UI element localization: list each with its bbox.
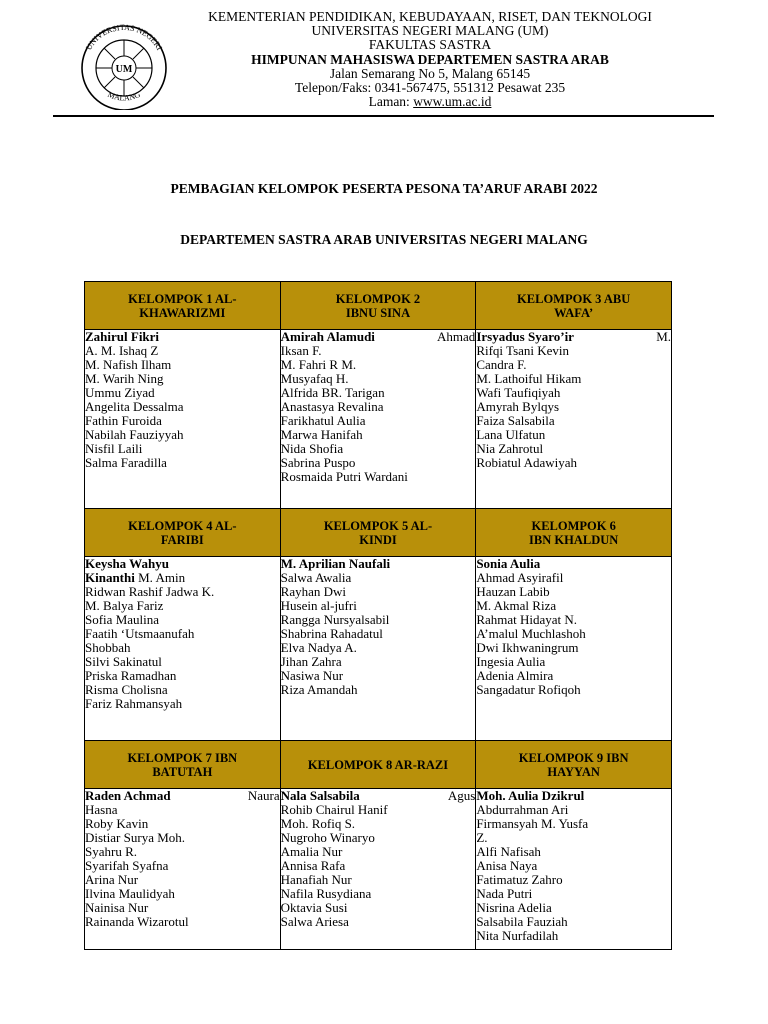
- leader-name-continued: M.: [656, 329, 671, 344]
- group-heading-line: KELOMPOK 3 ABU: [517, 291, 631, 306]
- leader-name: Keysha Wahyu: [85, 556, 169, 571]
- group-heading-line: KELOMPOK 1 AL-: [128, 291, 237, 306]
- group-heading-line: KELOMPOK 5 AL-: [323, 518, 433, 533]
- document-subtitle: DEPARTEMEN SASTRA ARAB UNIVERSITAS NEGERI MALANG: [180, 232, 588, 247]
- group-members: [85, 330, 281, 509]
- member-name: Distiar Surya Moh.: [85, 830, 186, 845]
- member-name: Candra F.: [476, 357, 527, 372]
- member-name: Nita Nurfadilah: [476, 928, 559, 943]
- member-name: Sofia Maulina: [85, 612, 160, 627]
- group-heading-line: FARIBI: [160, 532, 204, 547]
- member-name: Abdurrahman Ari: [476, 802, 569, 817]
- group-members: [85, 557, 281, 741]
- group-leader: [281, 330, 476, 344]
- member-name: Amalia Nur: [280, 844, 343, 859]
- group-heading: [280, 741, 476, 789]
- member-name: Alfrida BR. Tarigan: [280, 385, 385, 400]
- group-heading-row: [85, 282, 672, 330]
- member-name: Dwi Ikhwaningrum: [476, 640, 579, 655]
- group-leader: [281, 557, 476, 571]
- member-name: Faatih ‘Utsmaanufah: [85, 626, 195, 641]
- letterhead-association: HIMPUNAN MAHASISWA DEPARTEMEN SASTRA ARAB: [251, 51, 609, 67]
- member-name: Jihan Zahra: [280, 654, 342, 669]
- member-name: Fariz Rahmansyah: [85, 696, 183, 711]
- group-heading: [280, 282, 476, 330]
- leader-name-continued: Agus: [447, 788, 476, 803]
- member-name: Fatimatuz Zahro: [476, 872, 563, 887]
- member-name: Alfi Nafisah: [476, 844, 541, 859]
- member-name: Nabilah Fauziyyah: [85, 427, 184, 442]
- member-name: Riza Amandah: [280, 682, 358, 697]
- member-name: A’malul Muchlashoh: [476, 626, 586, 641]
- group-members-row: [85, 330, 672, 509]
- member-name: Nada Putri: [476, 886, 533, 901]
- member-name: Marwa Hanifah: [280, 427, 363, 442]
- letterhead-phone: Telepon/Faks: 0341-567475, 551312 Pesawat 235: [294, 80, 566, 96]
- leader-name: Zahirul Fikri: [85, 329, 160, 344]
- group-heading-line: IBN KHALDUN: [529, 532, 619, 547]
- group-members-row: [85, 557, 672, 741]
- member-name: Sabrina Puspo: [280, 455, 356, 470]
- member-name: Ummu Ziyad: [85, 385, 155, 400]
- member-name: Fathin Furoida: [85, 413, 162, 428]
- group-leader: [476, 330, 671, 344]
- member-name: M. Nafish Ilham: [85, 357, 172, 372]
- member-name: Nida Shofia: [280, 441, 344, 456]
- group-heading-line: IBNU SINA: [345, 305, 411, 320]
- member-name: Nafila Rusydiana: [280, 886, 372, 901]
- member-name: Shobbah: [85, 640, 131, 655]
- member-name: Salwa Ariesa: [280, 914, 349, 929]
- member-name: Husein al-jufri: [280, 598, 357, 613]
- member-name: Amyrah Bylqys: [476, 399, 560, 414]
- letterhead-faculty: FAKULTAS SASTRA: [368, 37, 492, 53]
- member-name: Syarifah Syafna: [85, 858, 169, 873]
- leader-name: Moh. Aulia Dzikrul: [476, 788, 585, 803]
- member-name: Roby Kavin: [85, 816, 149, 831]
- leader-name: Sonia Aulia: [476, 556, 541, 571]
- member-name: Anastasya Revalina: [280, 399, 384, 414]
- group-heading-line: KELOMPOK 2: [335, 291, 421, 306]
- group-heading-line: WAFA’: [554, 305, 594, 320]
- member-name: Priska Ramadhan: [85, 668, 177, 683]
- member-name: Farikhatul Aulia: [280, 413, 366, 428]
- group-members-row: [85, 789, 672, 950]
- group-heading-line: KINDI: [359, 532, 397, 547]
- group-members: [85, 789, 281, 950]
- group-heading-line: KELOMPOK 7 IBN: [127, 750, 238, 765]
- leader-name-continued: Kinanthi: [85, 570, 135, 585]
- member-name: Moh. Rofiq S.: [280, 816, 356, 831]
- group-leader: [85, 330, 280, 344]
- university-logo: [70, 20, 178, 110]
- group-leader: [476, 789, 671, 803]
- group-members: [280, 330, 476, 509]
- member-name: Ridwan Rashif Jadwa K.: [85, 584, 215, 599]
- groups-table: [84, 281, 672, 950]
- group-heading-line: BATUTAH: [152, 764, 213, 779]
- member-name: Shabrina Rahadatul: [280, 626, 383, 641]
- leader-name: Raden Achmad: [85, 788, 171, 803]
- letterhead: [170, 10, 690, 109]
- group-members: [476, 789, 672, 950]
- member-name: Faiza Salsabila: [476, 413, 555, 428]
- member-name: Adenia Almira: [476, 668, 554, 683]
- member-name: Iksan F.: [280, 343, 322, 358]
- letterhead-address: Jalan Semarang No 5, Malang 65145: [329, 65, 531, 81]
- member-name: Arina Nur: [85, 872, 139, 887]
- member-name: Firmansyah M. Yusfa: [476, 816, 589, 831]
- leader-name-continued: Ahmad: [437, 329, 476, 344]
- member-name: Hasna: [85, 802, 118, 817]
- member-name: Sangadatur Rofiqoh: [476, 682, 581, 697]
- member-name-text: M. Amin: [138, 570, 186, 585]
- logo-text-bottom: MALANG: [106, 89, 142, 103]
- member-name: Ahmad Asyirafil: [476, 570, 564, 585]
- logo-mark: UM: [115, 64, 133, 75]
- member-name: Lana Ulfatun: [476, 427, 546, 442]
- member-name: Nasiwa Nur: [280, 668, 344, 683]
- group-heading-row: [85, 509, 672, 557]
- member-name: Rohib Chairul Hanif: [280, 802, 388, 817]
- member-name: M. Akmal Riza: [476, 598, 557, 613]
- web-label: Laman:: [368, 94, 410, 110]
- letterhead-ministry: KEMENTERIAN PENDIDIKAN, KEBUDAYAAN, RISET, DAN TEKNOLOGI: [208, 9, 652, 24]
- member-name: Salma Faradilla: [85, 455, 167, 470]
- member-name: Nisrina Adelia: [476, 900, 552, 915]
- member-name: Rifqi Tsani Kevin: [476, 343, 570, 358]
- group-heading: [476, 282, 672, 330]
- group-members: [476, 557, 672, 741]
- member-name: Silvi Sakinatul: [85, 654, 162, 669]
- member-name: Rayhan Dwi: [280, 584, 347, 599]
- member-name: Syahru R.: [85, 844, 137, 859]
- member-name: Rangga Nursyalsabil: [280, 612, 390, 627]
- member-name: M. Fahri R M.: [280, 357, 357, 372]
- leader-name: Nala Salsabila: [280, 788, 360, 803]
- member-name: Nisfil Laili: [85, 441, 143, 456]
- letterhead-divider: [53, 115, 714, 117]
- letterhead-web: [170, 95, 690, 109]
- member-name: M. Warih Ning: [85, 371, 164, 386]
- group-members: [476, 330, 672, 509]
- member-name: Musyafaq H.: [280, 371, 349, 386]
- member-name: Salsabila Fauziah: [476, 914, 568, 929]
- leader-name-continued: Naura: [247, 788, 280, 803]
- member-name: Risma Cholisna: [85, 682, 168, 697]
- member-name: Hauzan Labib: [476, 584, 550, 599]
- group-heading-line: KELOMPOK 9 IBN: [518, 750, 629, 765]
- member-name: M. Lathoiful Hikam: [476, 371, 582, 386]
- member-name: Rahmat Hidayat N.: [476, 612, 578, 627]
- group-heading: [476, 741, 672, 789]
- member-name: Angelita Dessalma: [85, 399, 184, 414]
- member-name: A. M. Ishaq Z: [85, 343, 159, 358]
- member-name: Rainanda Wizarotul: [85, 914, 189, 929]
- member-name: Ilvina Maulidyah: [85, 886, 175, 901]
- group-leader: [85, 789, 280, 803]
- member-name: Nia Zahrotul: [476, 441, 544, 456]
- leader-name: M. Aprilian Naufali: [280, 556, 391, 571]
- member-name: Annisa Rafa: [280, 858, 346, 873]
- group-members: [280, 557, 476, 741]
- group-heading: [85, 509, 281, 557]
- member-name: Ingesia Aulia: [476, 654, 546, 669]
- member-name: Nainisa Nur: [85, 900, 149, 915]
- member-name: Rosmaida Putri Wardani: [280, 469, 408, 484]
- group-heading: [280, 509, 476, 557]
- group-heading: [85, 741, 281, 789]
- member-name: Salwa Awalia: [280, 570, 352, 585]
- group-leader: [281, 789, 476, 803]
- letterhead-university: UNIVERSITAS NEGERI MALANG (UM): [311, 23, 549, 39]
- group-leader: [476, 557, 671, 571]
- member-name: [85, 571, 280, 585]
- member-name: Robiatul Adawiyah: [476, 455, 578, 470]
- member-name: Nugroho Winaryo: [280, 830, 375, 845]
- member-name: Oktavia Susi: [280, 900, 348, 915]
- leader-name: Irsyadus Syaro’ir: [476, 329, 574, 344]
- member-name: Wafi Taufiqiyah: [476, 385, 561, 400]
- group-heading: [85, 282, 281, 330]
- group-heading-line: KELOMPOK 6: [531, 518, 616, 533]
- member-name: Z.: [476, 830, 488, 845]
- group-heading-line: KELOMPOK 4 AL-: [128, 518, 237, 533]
- member-name: Anisa Naya: [476, 858, 538, 873]
- member-name: M. Balya Fariz: [85, 598, 164, 613]
- member-name: Elva Nadya A.: [280, 640, 357, 655]
- document-title: PEMBAGIAN KELOMPOK PESERTA PESONA TA’ARUF ARABI 2022: [170, 181, 598, 196]
- group-heading-line: KHAWARIZMI: [139, 305, 226, 320]
- group-members: [280, 789, 476, 950]
- leader-name: Amirah Alamudi: [280, 329, 375, 344]
- group-heading-row: [85, 741, 672, 789]
- group-heading: [476, 509, 672, 557]
- logo-text-top: UNIVERSITAS NEGERI: [84, 22, 164, 52]
- member-name: Hanafiah Nur: [280, 872, 352, 887]
- group-heading-line: KELOMPOK 8 AR-RAZI: [307, 757, 449, 772]
- group-heading-line: HAYYAN: [547, 764, 600, 779]
- web-link[interactable]: www.um.ac.id: [413, 94, 492, 110]
- group-leader: [85, 557, 280, 571]
